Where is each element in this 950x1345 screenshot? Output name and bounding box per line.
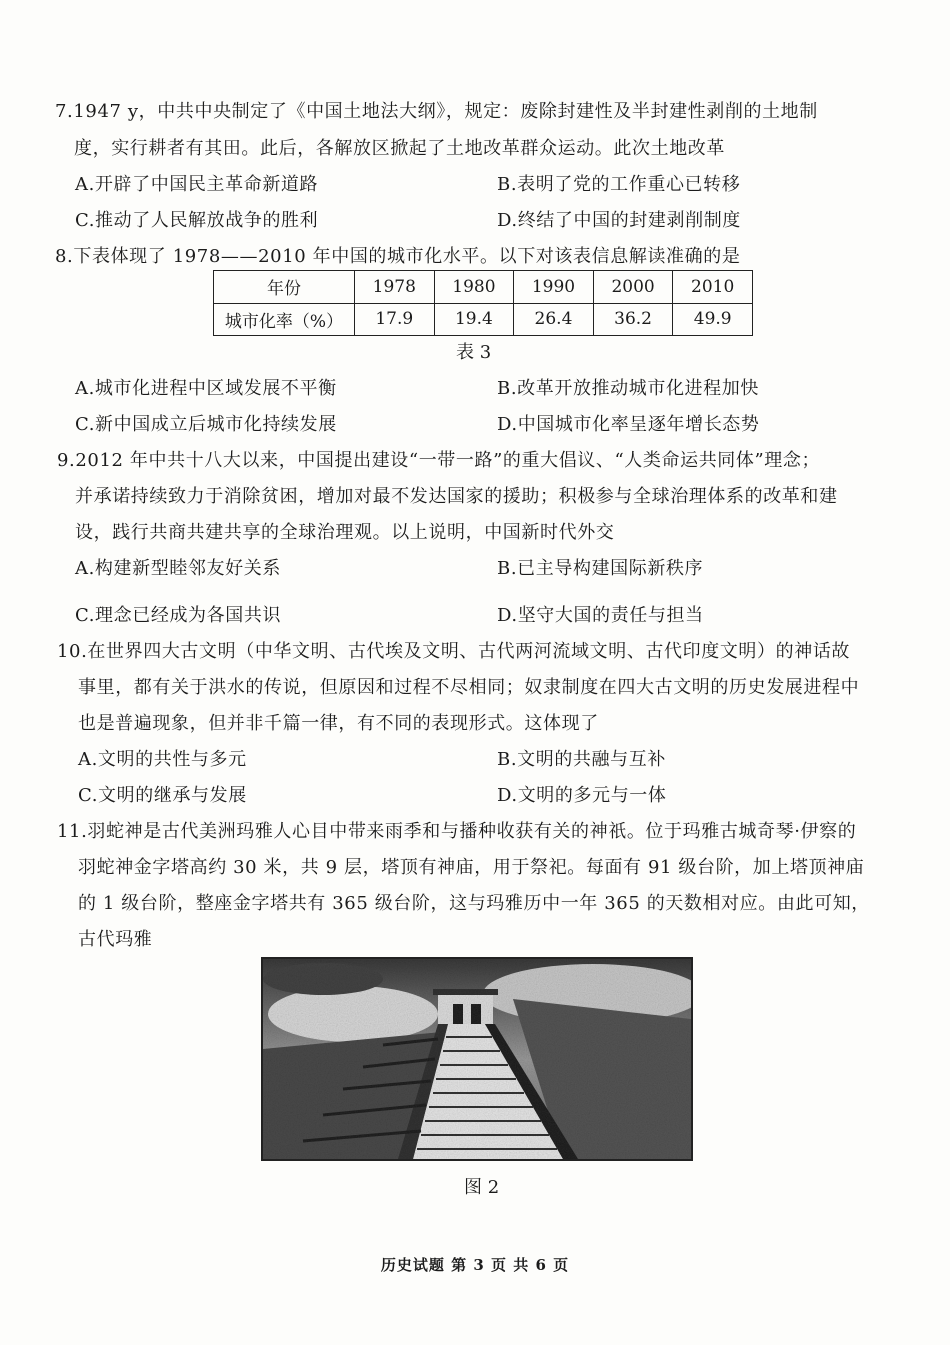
q9-option-d: D.坚守大国的责任与担当 xyxy=(497,605,704,626)
q8-option-c: C.新中国成立后城市化持续发展 xyxy=(75,414,337,435)
q8-option-a: A.城市化进程中区域发展不平衡 xyxy=(75,378,337,399)
q8-stem: 8.下表体现了 1978——2010 年中国的城市化水平。以下对该表信息解读准确的是 xyxy=(55,246,741,267)
q10-stem-line2: 事里，都有关于洪水的传说，但原因和过程不尽相同；奴隶制度在四大古文明的历史发展进程中 xyxy=(78,677,860,698)
pyramid-photo xyxy=(261,957,693,1161)
q7-option-a: A.开辟了中国民主革命新道路 xyxy=(75,174,319,195)
q11-stem-line2: 羽蛇神金字塔高约 30 米，共 9 层，塔顶有神庙，用于祭祀。每面有 91 级台阶，加上塔顶神庙 xyxy=(78,857,865,878)
q9-stem-line2: 并承诺持续致力于消除贫困，增加对最不发达国家的援助；积极参与全球治理体系的改革和建 xyxy=(75,486,838,507)
q9-option-c: C.理念已经成为各国共识 xyxy=(75,605,282,626)
q7-stem-line1: 7.1947 y，中共中央制定了《中国土地法大纲》，规定：废除封建性及半封建性剥削的土地制 xyxy=(55,101,818,122)
urbanization-table xyxy=(213,270,753,336)
q10-stem-line3: 也是普遍现象，但并非千篇一律，有不同的表现形式。这体现了 xyxy=(78,713,599,734)
q8-option-b: B.改革开放推动城市化进程加快 xyxy=(497,378,759,399)
q10-option-d: D.文明的多元与一体 xyxy=(497,785,667,806)
q7-option-c: C.推动了人民解放战争的胜利 xyxy=(75,210,319,231)
table-cell-rate: 49.9 xyxy=(673,303,753,336)
q7-stem-line2: 度，实行耕者有其田。此后，各解放区掀起了土地改革群众运动。此次土地改革 xyxy=(74,138,725,159)
table-cell-year: 1978 xyxy=(355,271,435,304)
q9-option-a: A.构建新型睦邻友好关系 xyxy=(75,558,281,579)
table-row-year xyxy=(214,271,753,304)
q10-option-b: B.文明的共融与互补 xyxy=(497,749,666,770)
table-caption: 表 3 xyxy=(456,342,492,363)
q11-stem-line4: 古代玛雅 xyxy=(78,929,153,950)
q9-option-b: B.已主导构建国际新秩序 xyxy=(497,558,704,579)
table-cell-rate: 17.9 xyxy=(355,303,435,336)
table-cell-rate: 19.4 xyxy=(434,303,514,336)
table-header-year: 年份 xyxy=(214,271,355,304)
table-cell-year: 2000 xyxy=(593,271,673,304)
q8-option-d: D.中国城市化率呈逐年增长态势 xyxy=(497,414,760,435)
table-cell-year: 2010 xyxy=(673,271,753,304)
q11-stem-line3: 的 1 级台阶，整座金字塔共有 365 级台阶，这与玛雅历中一年 365 的天数相对应。由此可知， xyxy=(78,893,870,914)
q11-stem-line1: 11.羽蛇神是古代美洲玛雅人心目中带来雨季和与播种收获有关的神祇。位于玛雅古城奇琴·伊察的 xyxy=(57,821,857,842)
table-cell-year: 1990 xyxy=(514,271,594,304)
q10-option-c: C.文明的继承与发展 xyxy=(78,785,247,806)
q9-stem-line3: 设，践行共商共建共享的全球治理观。以上说明，中国新时代外交 xyxy=(75,522,615,543)
table-cell-rate: 26.4 xyxy=(514,303,594,336)
table-cell-rate: 36.2 xyxy=(593,303,673,336)
q7-option-d: D.终结了中国的封建剥削制度 xyxy=(497,210,741,231)
q10-stem-line1: 10.在世界四大古文明（中华文明、古代埃及文明、古代两河流域文明、古代印度文明）的神话故 xyxy=(57,641,851,662)
q7-option-b: B.表明了党的工作重心已转移 xyxy=(497,174,741,195)
table-cell-year: 1980 xyxy=(434,271,514,304)
q9-stem-line1: 9.2012 年中共十八大以来，中国提出建设“一带一路”的重大倡议、“人类命运共同体”理念； xyxy=(57,450,821,471)
table-header-rate: 城市化率（%） xyxy=(214,303,355,336)
q10-option-a: A.文明的共性与多元 xyxy=(78,749,247,770)
figure-caption: 图 2 xyxy=(464,1177,500,1198)
page-footer: 历史试题 第 3 页 共 6 页 xyxy=(380,1256,570,1274)
table-row-rate xyxy=(214,303,753,336)
